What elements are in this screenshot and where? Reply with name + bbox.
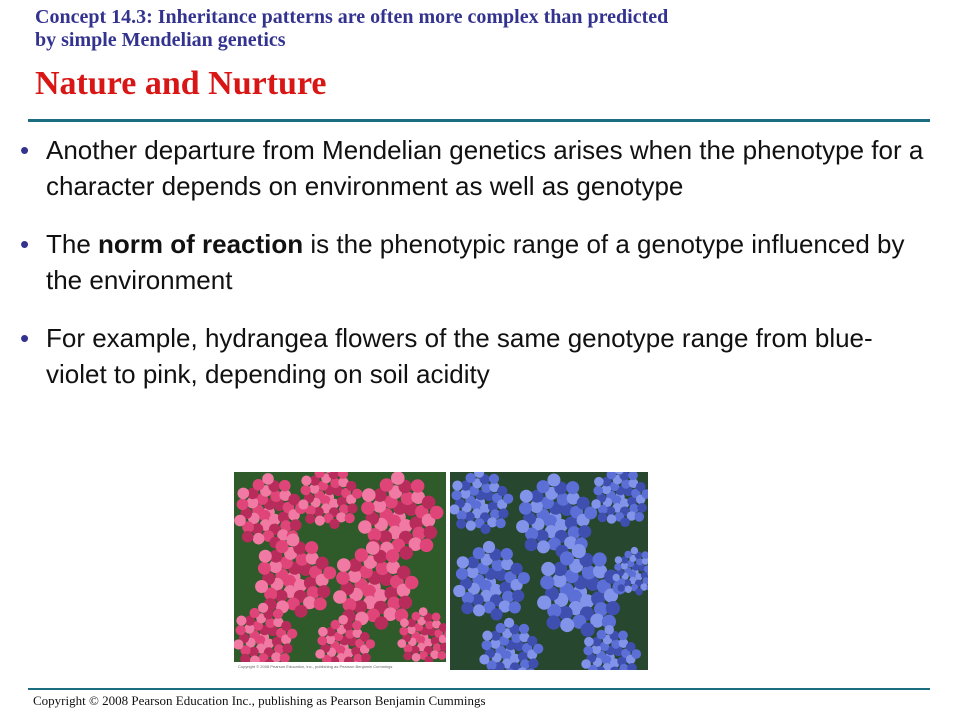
bottom-divider (28, 688, 930, 690)
bullet-dot-icon: • (20, 323, 30, 353)
bullet-text: Another departure from Mendelian genetics arises when the phenotype for a character depends on environment as well as genotype (46, 135, 924, 201)
bullet-text: For example, hydrangea flowers of the same genotype range from blue-violet to pink, depending on soil acidity (46, 323, 873, 389)
copyright-footer: Copyright © 2008 Pearson Education Inc., publishing as Pearson Benjamin Cummings (33, 693, 486, 708)
slide-title: Nature and Nurture (35, 65, 327, 102)
bullet-term: norm of reaction (98, 229, 304, 259)
concept-line-2: by simple Mendelian genetics (35, 29, 286, 51)
bullet-item (12, 226, 932, 298)
blue-hydrangea-photo (450, 472, 662, 670)
bullet-dot-icon: • (20, 135, 30, 165)
bullet-item (12, 320, 932, 392)
bullet-item (12, 132, 932, 204)
pink-hydrangea-photo (234, 472, 446, 670)
concept-line-1: Concept 14.3: Inheritance patterns are often more complex than predicted (35, 6, 669, 28)
top-divider (28, 119, 930, 122)
bullet-text-before: The (46, 229, 99, 259)
bullet-dot-icon: • (20, 229, 30, 259)
photo-credit: Copyright © 2008 Pearson Education, Inc., publishing as Pearson Benjamin Cummings (238, 664, 393, 669)
concept-heading (35, 6, 935, 52)
bullet-list (12, 132, 932, 414)
bullet-text-after: is the phenotypic range of a genotype influenced by the environment (46, 229, 905, 295)
